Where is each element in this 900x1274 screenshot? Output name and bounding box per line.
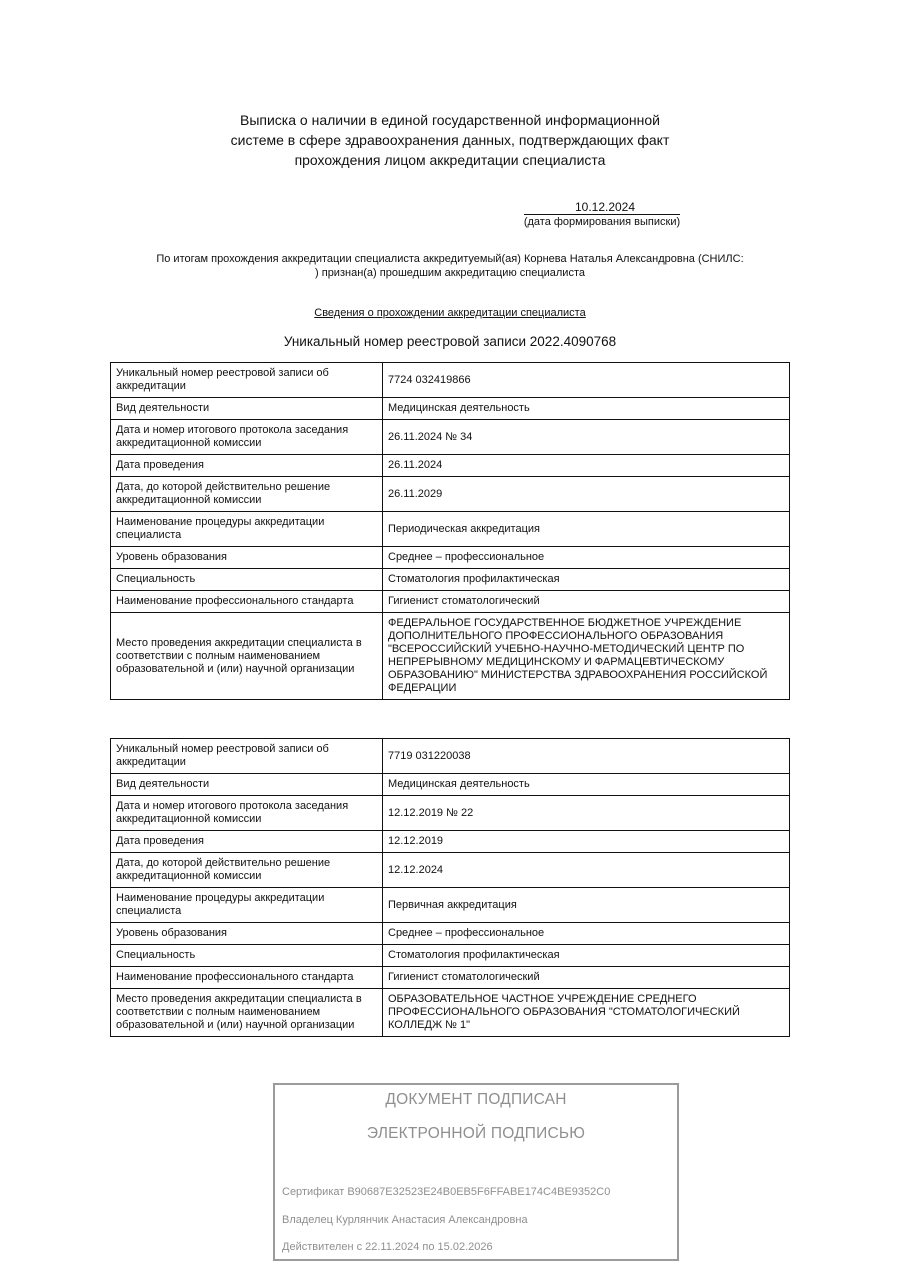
row-value: Стоматология профилактическая (383, 945, 790, 967)
row-value: 7724 032419866 (383, 363, 790, 398)
row-value: Гигиенист стоматологический (383, 967, 790, 989)
row-value: 26.11.2024 № 34 (383, 420, 790, 455)
row-label: Вид деятельности (111, 774, 383, 796)
document-title-line: прохождения лицом аккредитации специалиста (294, 152, 606, 168)
row-value: Гигиенист стоматологический (383, 591, 790, 613)
table-row (111, 888, 790, 923)
formation-date-block (518, 200, 686, 230)
table-row (111, 613, 790, 700)
section-header: Сведения о прохождении аккредитации специалиста (314, 307, 586, 319)
row-label: Уникальный номер реестровой записи об аккредитации (111, 363, 383, 398)
row-label: Дата, до которой действительно решение аккредитационной комиссии (111, 477, 383, 512)
table-row (111, 569, 790, 591)
row-label: Наименование профессионального стандарта (111, 967, 383, 989)
row-value: 12.12.2019 № 22 (383, 796, 790, 831)
row-label: Дата проведения (111, 831, 383, 853)
row-value: Первичная аккредитация (383, 888, 790, 923)
row-value: Медицинская деятельность (383, 398, 790, 420)
table-row (111, 477, 790, 512)
intro-line: По итогам прохождения аккредитации специалиста аккредитуемый(ая) Корнева Наталья Александровна (СНИЛС: (156, 253, 744, 265)
registry-number: Уникальный номер реестровой записи 2022.4090768 (283, 334, 617, 349)
row-value: 7719 031220038 (383, 739, 790, 774)
table-row (111, 853, 790, 888)
document-title-line: системе в сфере здравоохранения данных, подтверждающих факт (230, 132, 670, 148)
row-label: Уникальный номер реестровой записи об аккредитации (111, 739, 383, 774)
table-row (111, 547, 790, 569)
table-row (111, 796, 790, 831)
accreditation-record-table (110, 362, 790, 700)
row-label: Дата и номер итогового протокола заседания аккредитационной комиссии (111, 420, 383, 455)
document-title (200, 110, 700, 170)
table-row (111, 774, 790, 796)
row-label: Место проведения аккредитации специалиста в соответствии с полным наименованием образовательной и (или) научной организации (111, 989, 383, 1037)
stamp-certificate: Сертификат B90687E32523E24B0EB5F6FFABE174C4BE9352C0 (282, 1186, 611, 1198)
row-value: Периодическая аккредитация (383, 512, 790, 547)
row-label: Наименование профессионального стандарта (111, 591, 383, 613)
row-label: Специальность (111, 569, 383, 591)
row-label: Уровень образования (111, 923, 383, 945)
row-value: 26.11.2024 (383, 455, 790, 477)
stamp-title-line: ЭЛЕКТРОННОЙ ПОДПИСЬЮ (366, 1125, 586, 1142)
row-value: Стоматология профилактическая (383, 569, 790, 591)
row-label: Наименование процедуры аккредитации специалиста (111, 888, 383, 923)
table-row (111, 923, 790, 945)
electronic-signature-stamp (273, 1083, 679, 1261)
accreditation-record-table (110, 738, 790, 1037)
row-label: Вид деятельности (111, 398, 383, 420)
table-row (111, 989, 790, 1037)
table-row (111, 591, 790, 613)
table-row (111, 967, 790, 989)
formation-date: 10.12.2024 (524, 200, 680, 215)
row-label: Дата проведения (111, 455, 383, 477)
row-value: Медицинская деятельность (383, 774, 790, 796)
table-row (111, 831, 790, 853)
row-label: Специальность (111, 945, 383, 967)
row-value: Среднее – профессиональное (383, 923, 790, 945)
row-label: Дата и номер итогового протокола заседания аккредитационной комиссии (111, 796, 383, 831)
row-value: 12.12.2019 (383, 831, 790, 853)
table-row (111, 455, 790, 477)
stamp-validity: Действителен с 22.11.2024 по 15.02.2026 (282, 1241, 493, 1253)
row-value: ОБРАЗОВАТЕЛЬНОЕ ЧАСТНОЕ УЧРЕЖДЕНИЕ СРЕДНЕГО ПРОФЕССИОНАЛЬНОГО ОБРАЗОВАНИЯ "СТОМАТОЛОГИЧЕСКИЙ КОЛЛЕДЖ № 1" (383, 989, 790, 1037)
stamp-title-line: ДОКУМЕНТ ПОДПИСАН (385, 1091, 567, 1108)
intro-line: ) признан(а) прошедшим аккредитацию специалиста (315, 267, 585, 279)
table-row (111, 512, 790, 547)
table-row (111, 398, 790, 420)
stamp-owner: Владелец Курлянчик Анастасия Александровна (282, 1214, 528, 1226)
intro-paragraph (100, 252, 800, 280)
table-row (111, 739, 790, 774)
row-label: Место проведения аккредитации специалиста в соответствии с полным наименованием образовательной и (или) научной организации (111, 613, 383, 700)
row-label: Дата, до которой действительно решение аккредитационной комиссии (111, 853, 383, 888)
row-value: 26.11.2029 (383, 477, 790, 512)
table-row (111, 945, 790, 967)
row-label: Наименование процедуры аккредитации специалиста (111, 512, 383, 547)
table-row (111, 363, 790, 398)
document-title-line: Выписка о наличии в единой государственной информационной (240, 112, 660, 128)
row-value: ФЕДЕРАЛЬНОЕ ГОСУДАРСТВЕННОЕ БЮДЖЕТНОЕ УЧРЕЖДЕНИЕ ДОПОЛНИТЕЛЬНОГО ПРОФЕССИОНАЛЬНОГО ОБРАЗОВАНИЯ "ВСЕРОССИЙСКИЙ УЧЕБНО-НАУЧНО-МЕТОДИЧЕСКИЙ ЦЕНТР ПО НЕПРЕРЫВНОМУ МЕДИЦИНСКОМУ И ФАРМАЦЕВТИЧЕСКОМУ ОБРАЗОВАНИЮ" МИНИСТЕРСТВА ЗДРАВООХРАНЕНИЯ РОССИЙСКОЙ ФЕДЕРАЦИИ (383, 613, 790, 700)
row-value: Среднее – профессиональное (383, 547, 790, 569)
table-row (111, 420, 790, 455)
row-label: Уровень образования (111, 547, 383, 569)
row-value: 12.12.2024 (383, 853, 790, 888)
formation-date-caption: (дата формирования выписки) (523, 216, 681, 228)
